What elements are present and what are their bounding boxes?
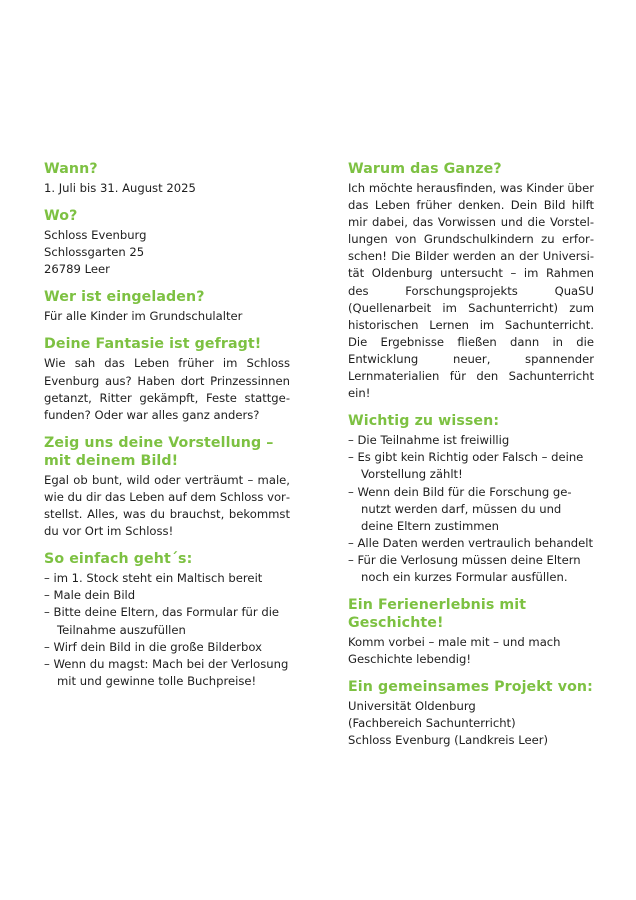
how-list [44,570,290,690]
invited-section [44,288,290,325]
why-text: Ich möchte herausfinden, was Kinder über das Leben früher denken. Dein Bild hilft mir dabei, das Vorwissen und die Vorstellungen von Grundschulkindern zu erforschen! Die Bilder werden an der Universität Oldenburg untersucht – im Rahmen des Forschungsprojekts QuaSU (Quellenarbeit im Sachunterricht) zum historischen Lernen im Sachunterricht. Die Ergebnisse fließen dann in die Entwicklung neuer, spannender Lernmaterialien für den Sachunterricht ein! [348,181,594,401]
when-heading: Wann? [44,161,98,177]
list-item: – Wirf dein Bild in die große Bilderbox [44,639,290,656]
why-section [348,160,594,402]
when-section [44,160,290,197]
how-section [44,550,290,690]
show-text: Egal ob bunt, wild oder verträumt – male, wie du dir das Leben auf dem Schloss vorstellst. Alles, was du brauchst, bekommst du vor Ort im Schloss! [44,472,290,539]
list-item: – Alle Daten werden vertraulich behandelt [348,535,594,552]
invited-heading: Wer ist eingeladen? [44,289,205,306]
list-item: – im 1. Stock steht ein Maltisch bereit [44,570,290,587]
project-line: Schloss Evenburg (Landkreis Leer) [348,733,549,748]
list-item: – Wenn du magst: Mach bei der Verlosung mit und gewinne tolle Buchpreise! [44,656,290,690]
list-item: – Es gibt kein Richtig oder Falsch – deine Vorstellung zählt! [348,449,594,483]
project-line: Universität Oldenburg [348,699,476,714]
important-list [348,432,594,586]
invited-text: Für alle Kinder im Grundschulalter [44,309,243,324]
show-heading: Zeig uns deine Vorstellung – mit deinem Bild! [44,434,274,469]
where-heading: Wo? [44,208,78,225]
when-text: 1. Juli bis 31. August 2025 [44,181,196,195]
where-line: 26789 Leer [44,262,110,277]
how-heading: So einfach geht´s: [44,551,193,568]
important-heading: Wichtig zu wissen: [348,413,500,430]
project-section [348,678,594,749]
left-column [44,160,290,700]
where-line: Schloss Evenburg [44,228,147,243]
list-item: – Wenn dein Bild für die Forschung genutzt werden darf, müssen du und deine Eltern zustimmen [348,484,594,535]
list-item: – Die Teilnahme ist freiwillig [348,432,594,449]
right-column [348,160,594,760]
fantasy-text: Wie sah das Leben früher im Schloss Evenburg aus? Haben dort Prinzessinnen getanzt, Ritter gekämpft, Feste stattgefunden? Oder war alles ganz anders? [44,356,290,422]
why-heading: Warum das Ganze? [348,161,502,177]
list-item: – Bitte deine Eltern, das Formular für die Teilnahme auszufüllen [44,604,290,638]
holiday-section [348,596,594,668]
where-line: Schlossgarten 25 [44,245,145,260]
fantasy-heading: Deine Fantasie ist gefragt! [44,336,262,353]
fantasy-section [44,335,290,423]
important-section [348,412,594,586]
project-heading: Ein gemeinsames Projekt von: [348,679,593,696]
holiday-text: Komm vorbei – male mit – und mach Geschichte lebendig! [348,635,561,667]
list-item: – Male dein Bild [44,587,290,604]
project-line: (Fachbereich Sachunterricht) [348,716,516,731]
list-item: – Für die Verlosung müssen deine Eltern noch ein kurzes Formular ausfüllen. [348,552,594,586]
where-section [44,207,290,278]
show-section [44,434,290,540]
holiday-heading: Ein Ferienerlebnis mit Geschichte! [348,597,527,632]
